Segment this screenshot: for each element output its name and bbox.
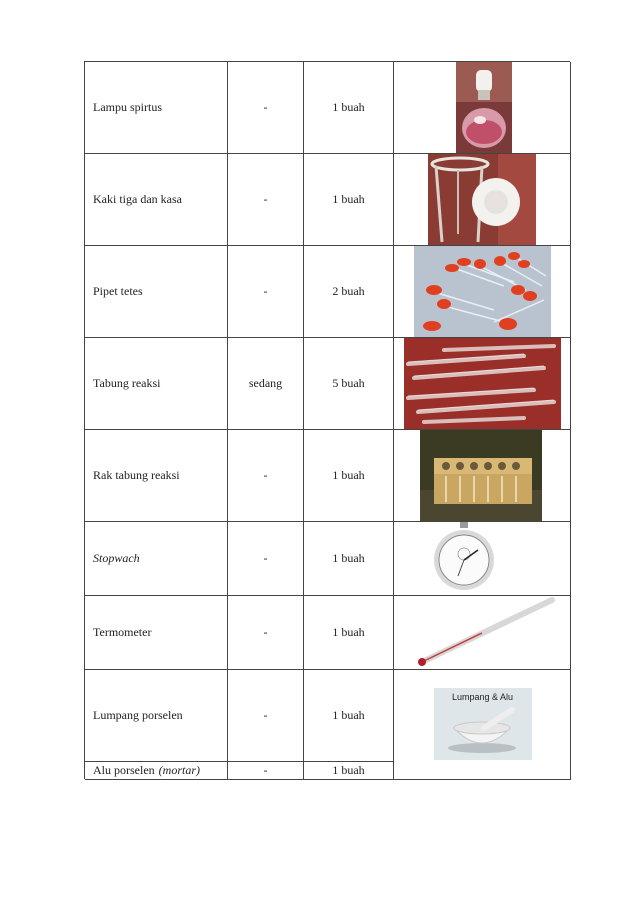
tripod-gauze-image xyxy=(428,154,536,245)
item-quantity: 1 buah xyxy=(304,596,394,670)
stopwatch-image xyxy=(428,522,500,594)
item-size: - xyxy=(228,246,304,338)
item-name: Lampu spirtus xyxy=(85,62,228,154)
item-quantity: 1 buah xyxy=(304,522,394,596)
item-image-cell xyxy=(394,670,571,762)
item-name-italic: (mortar) xyxy=(158,763,200,777)
item-name: Stopwach xyxy=(85,522,228,596)
item-image-cell xyxy=(394,154,571,246)
item-size: - xyxy=(228,154,304,246)
item-name: Pipet tetes xyxy=(85,246,228,338)
item-quantity: 5 buah xyxy=(304,338,394,430)
table-row xyxy=(85,154,571,246)
test-tube-rack-image xyxy=(420,430,542,521)
table-row xyxy=(85,246,571,338)
table-row xyxy=(85,338,571,430)
item-quantity: 1 buah xyxy=(304,154,394,246)
thermometer-image xyxy=(412,596,557,670)
item-size: - xyxy=(228,762,304,780)
table-row xyxy=(85,430,571,522)
item-image-cell xyxy=(394,246,571,338)
item-size: - xyxy=(228,430,304,522)
table-row xyxy=(85,670,571,762)
mortar-photo-label: Lumpang & Alu xyxy=(452,692,514,702)
item-name: Lumpang porselen xyxy=(85,670,228,762)
item-name: Termometer xyxy=(85,596,228,670)
dropper-pipettes-image xyxy=(414,246,551,337)
item-quantity: 1 buah xyxy=(304,762,394,780)
item-image-cell xyxy=(394,522,571,596)
item-image-cell xyxy=(394,596,571,670)
item-image-cell xyxy=(394,762,571,780)
table-row xyxy=(85,522,571,596)
item-size: sedang xyxy=(228,338,304,430)
item-size: - xyxy=(228,596,304,670)
item-image-cell xyxy=(394,430,571,522)
table-row xyxy=(85,62,571,154)
item-size: - xyxy=(228,670,304,762)
item-name xyxy=(85,762,228,780)
equipment-table xyxy=(84,61,570,779)
item-size: - xyxy=(228,62,304,154)
item-image-cell xyxy=(394,62,571,154)
mortar-pestle-image xyxy=(434,688,532,760)
item-name: Kaki tiga dan kasa xyxy=(85,154,228,246)
spirit-lamp-image xyxy=(456,62,512,153)
item-name-plain: Alu porselen xyxy=(93,763,155,777)
item-quantity: 1 buah xyxy=(304,62,394,154)
table-row xyxy=(85,762,571,780)
item-size: - xyxy=(228,522,304,596)
item-name: Rak tabung reaksi xyxy=(85,430,228,522)
test-tubes-image xyxy=(404,338,561,429)
item-quantity: 1 buah xyxy=(304,430,394,522)
item-quantity: 2 buah xyxy=(304,246,394,338)
table-row xyxy=(85,596,571,670)
item-name: Tabung reaksi xyxy=(85,338,228,430)
item-quantity: 1 buah xyxy=(304,670,394,762)
item-image-cell xyxy=(394,338,571,430)
